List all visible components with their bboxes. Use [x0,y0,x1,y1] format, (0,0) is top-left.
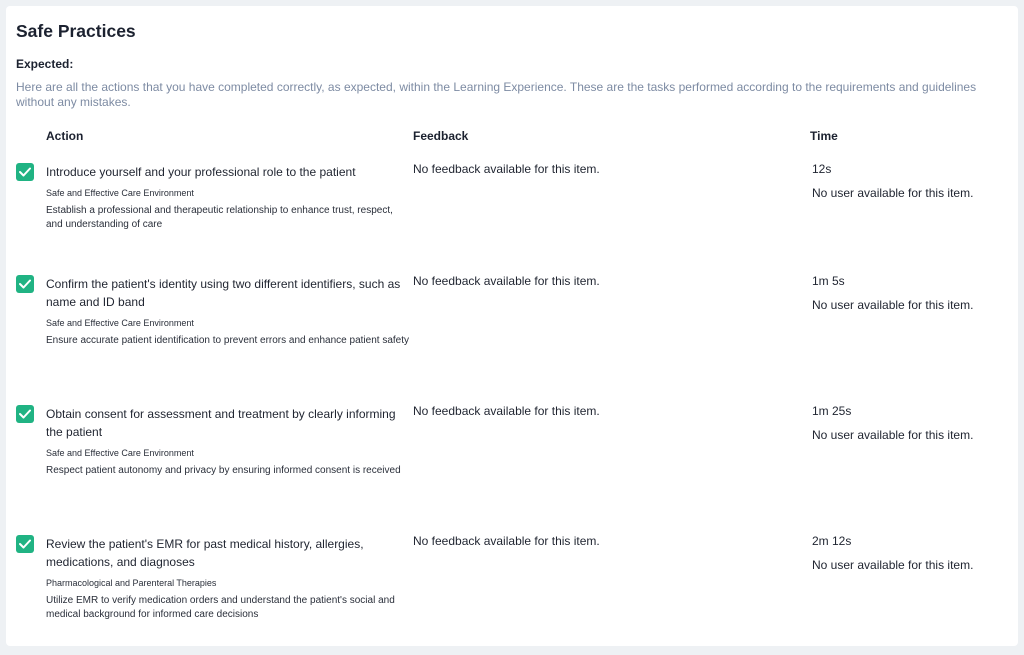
feedback-text: No feedback available for this item. [413,404,600,418]
table-row [6,163,1018,283]
action-title: Confirm the patient's identity using two different identifiers, such as name and ID band [46,277,401,309]
action-title: Obtain consent for assessment and treatment by clearly informing the patient [46,407,396,439]
user-text: No user available for this item. [812,558,974,572]
action-title: Introduce yourself and your professional role to the patient [46,165,356,179]
checkbox-checked-icon [16,275,34,293]
time-value: 1m 25s [812,404,852,418]
feedback-text: No feedback available for this item. [413,162,600,176]
time-value: 12s [812,162,832,176]
action-category: Safe and Effective Care Environment [46,318,194,328]
expected-label: Expected: [16,57,74,71]
column-header-feedback: Feedback [413,129,469,143]
column-header-time: Time [810,129,838,143]
action-category: Pharmacological and Parenteral Therapies [46,578,217,588]
user-text: No user available for this item. [812,298,974,312]
table-row [6,405,1018,525]
section-title: Safe Practices [16,21,136,41]
checkbox-checked-icon [16,535,34,553]
time-value: 1m 5s [812,274,845,288]
action-category: Safe and Effective Care Environment [46,188,194,198]
checkbox-checked-icon [16,163,34,181]
feedback-text: No feedback available for this item. [413,274,600,288]
table-row [6,275,1018,395]
action-detail: Respect patient autonomy and privacy by ensuring informed consent is received [46,465,401,476]
user-text: No user available for this item. [812,428,974,442]
action-detail: Establish a professional and therapeutic relationship to enhance trust, respect, and understanding of care [46,205,393,230]
action-category: Safe and Effective Care Environment [46,448,194,458]
checkbox-checked-icon [16,405,34,423]
action-detail: Utilize EMR to verify medication orders and understand the patient's social and medical background for informed care decisions [46,595,395,620]
feedback-text: No feedback available for this item. [413,534,600,548]
user-text: No user available for this item. [812,186,974,200]
safe-practices-card [6,6,1018,646]
action-title: Review the patient's EMR for past medical history, allergies, medications, and diagnoses [46,537,364,569]
action-detail: Ensure accurate patient identification to prevent errors and enhance patient safety [46,335,410,346]
table-row [6,535,1018,655]
section-description: Here are all the actions that you have completed correctly, as expected, within the Learning Experience. These are the tasks performed according to the requirements and guidelines without any mistakes. [16,80,977,109]
time-value: 2m 12s [812,534,852,548]
column-header-action: Action [46,129,84,143]
